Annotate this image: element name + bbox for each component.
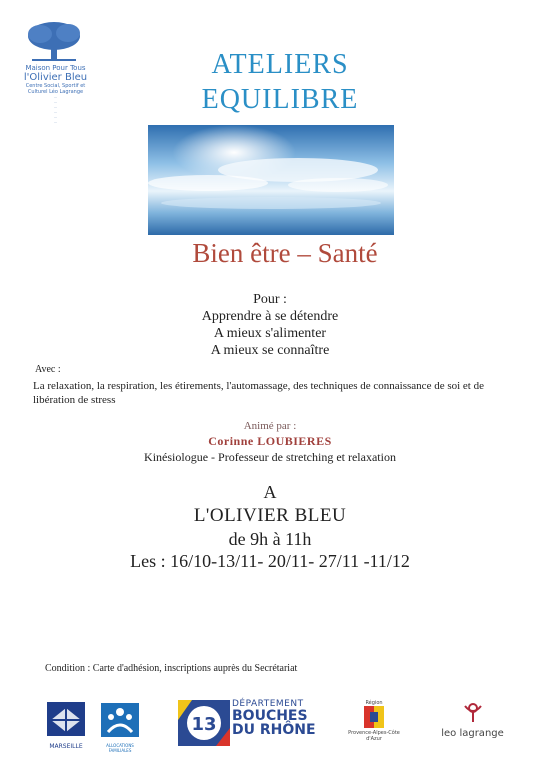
subtitle: Bien être – Santé [192, 238, 378, 268]
marseille-logo [45, 700, 87, 748]
leo-lagrange-label: leo lagrange [441, 728, 504, 739]
contact-line: ... [53, 104, 58, 109]
org-line-1: Maison Pour Tous [25, 64, 86, 72]
location-name: L'OLIVIER BLEU [193, 505, 347, 526]
marseille-crest-icon [45, 700, 87, 738]
department-name-2: DU RHÔNE [232, 722, 316, 738]
organization-name [8, 64, 103, 95]
contact-line: ... [53, 94, 58, 99]
goals-section [120, 291, 420, 359]
animator-role: Kinésiologue - Professeur de stretching et relaxation [144, 450, 396, 464]
goal-item: Apprendre à se détendre [201, 309, 339, 324]
goals-label: Pour : [253, 292, 287, 307]
sky-clouds-image [148, 125, 394, 235]
schedule-dates: Les : 16/10-13/11- 20/11- 27/11 -11/12 [130, 551, 410, 571]
contact-line: ... [53, 99, 58, 104]
department-text [232, 699, 327, 737]
methods-text: La relaxation, la respiration, les étirements, l'automassage, des techniques de connaissance de soi et de libération de stress [33, 380, 484, 406]
goal-item: A mieux se connaître [210, 343, 330, 358]
contact-line: ... [53, 114, 58, 119]
olive-tree-logo-icon [22, 20, 86, 62]
contact-line: ... [53, 109, 58, 114]
region-name: Provence-Alpes-Côte d'Azur [348, 730, 400, 742]
location-prefix: A [263, 482, 277, 502]
goal-item: A mieux s'alimenter [213, 326, 327, 341]
caf-label: ALLOCATIONS FAMILIALES [106, 743, 134, 753]
caf-logo [100, 702, 140, 753]
caf-family-icon [100, 702, 140, 738]
svg-text:13: 13 [191, 714, 217, 735]
leo-lagrange-figure-icon [453, 702, 493, 724]
marseille-label: MARSEILLE [49, 743, 83, 750]
bouches-du-rhone-13-icon [178, 700, 230, 746]
department-name-1: BOUCHES [232, 708, 308, 724]
region-label: Région [365, 700, 383, 706]
department-label: DÉPARTEMENT [232, 699, 304, 709]
condition-text: Condition : Carte d'adhésion, inscriptions auprès du Secrétariat [45, 663, 298, 674]
title-line-2: EQUILIBRE [201, 84, 359, 115]
org-line-4: Culturel Léo Lagrange [27, 89, 84, 95]
contact-line: ... [53, 119, 58, 124]
region-logo [344, 700, 404, 742]
schedule-time: de 9h à 11h [228, 529, 312, 549]
animator-name: Corinne LOUBIERES [208, 434, 332, 448]
methods-label: Avec : [35, 364, 61, 375]
title-line-1: ATELIERS [211, 49, 349, 80]
animator-label: Animé par : [243, 420, 297, 432]
org-contact-details [8, 94, 103, 124]
leo-lagrange-logo [430, 702, 515, 739]
org-line-2: l'Olivier Bleu [23, 72, 88, 83]
org-line-3: Centre Social, Sportif et [25, 83, 86, 89]
region-flag-icon [364, 706, 384, 728]
